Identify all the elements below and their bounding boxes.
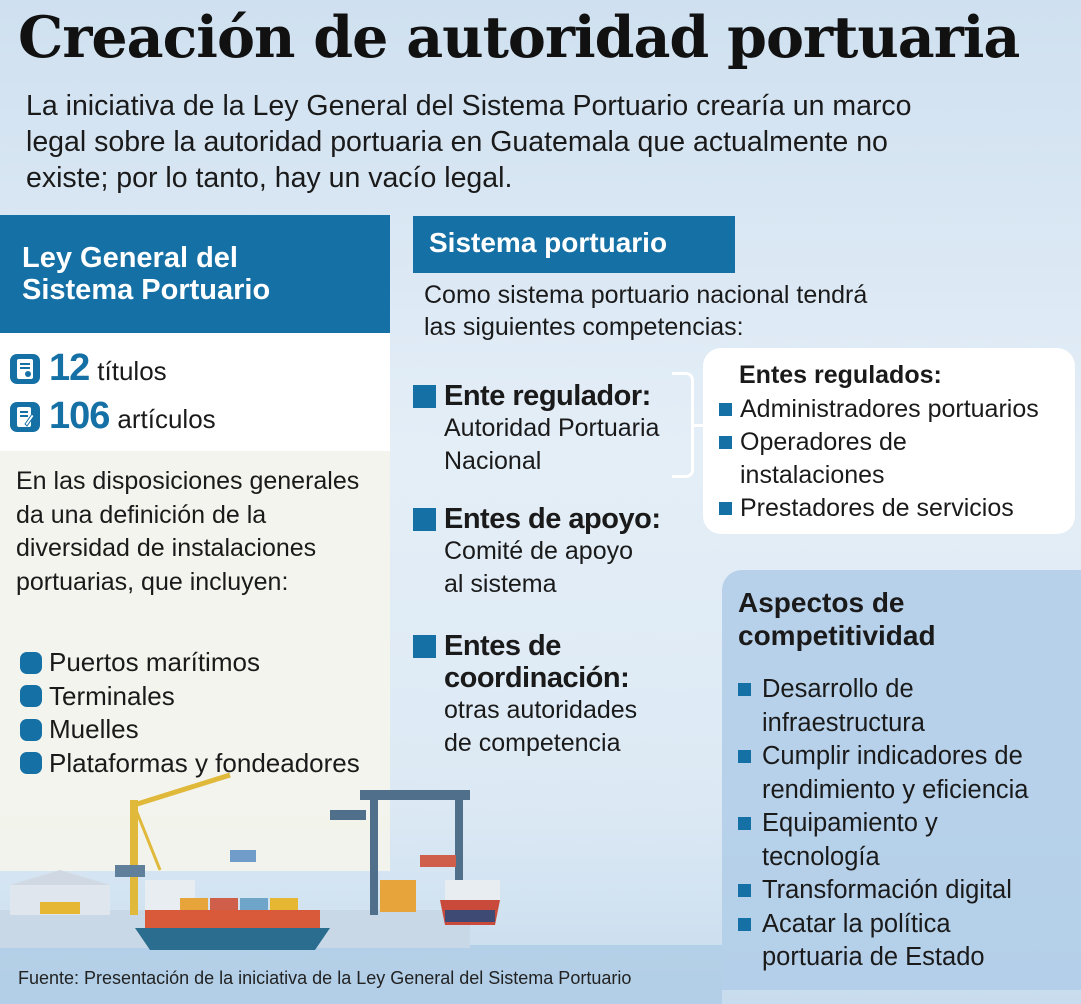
- ente-title-line2: coordinación:: [444, 662, 630, 694]
- list-item: Acatar la política portuaria de Estado: [738, 908, 1067, 975]
- list-item: Cumplir indicadores de rendimiento y eficiencia: [738, 740, 1067, 807]
- bullet-icon: [738, 918, 751, 931]
- intro-text: La iniciativa de la Ley General del Sistema Portuario crearía un marco legal sobre la autoridad portuaria en Guatemala que actualmente no existe; por lo tanto, hay un vacío legal.: [26, 90, 912, 194]
- stat-articulos: [10, 395, 216, 438]
- bullet-icon: [738, 884, 751, 897]
- ente-desc-line2: de competencia: [444, 729, 621, 757]
- list-item: Plataformas y fondeadores: [20, 747, 360, 781]
- competitividad-title: Aspectos de competitividad: [738, 587, 936, 651]
- stat-label: títulos: [97, 356, 167, 386]
- ley-heading: [0, 215, 390, 333]
- ente-title: Ente regulador:: [444, 380, 651, 412]
- ente-regulador: [413, 380, 659, 478]
- stat-titulos: [10, 347, 167, 390]
- regulados-title: Entes regulados:: [739, 361, 942, 389]
- ley-description: En las disposiciones generales da una definición de la diversidad de instalaciones portuarias, que incluyen:: [16, 467, 360, 596]
- regulados-list: [719, 393, 1039, 525]
- list-item: Operadores de instalaciones: [719, 426, 1039, 492]
- bullet-icon: [738, 750, 751, 763]
- bullet-icon: [20, 652, 42, 674]
- list-item: Terminales: [20, 680, 360, 714]
- entes-coordinacion: [413, 630, 637, 760]
- bullet-icon: [413, 635, 436, 658]
- ente-title-line1: Entes de: [444, 630, 561, 662]
- ente-desc-line1: Comité de apoyo: [444, 537, 634, 565]
- ente-desc-line2: Nacional: [444, 447, 542, 475]
- bullet-icon: [413, 508, 436, 531]
- bullet-icon: [738, 817, 751, 830]
- list-item: Puertos marítimos: [20, 646, 360, 680]
- brace-connector: [672, 372, 694, 478]
- ley-heading-line2: Sistema Portuario: [22, 274, 271, 306]
- ente-desc-line1: Autoridad Portuaria: [444, 414, 660, 442]
- list-item: Transformación digital: [738, 874, 1067, 908]
- bullet-icon: [413, 385, 436, 408]
- sistema-heading: Sistema portuario: [413, 216, 735, 273]
- page-title: Creación de autoridad portuaria: [18, 4, 1020, 71]
- ente-desc-line1: otras autoridades: [444, 696, 638, 724]
- bullet-icon: [719, 403, 732, 416]
- ley-heading-line1: Ley General del: [22, 242, 238, 274]
- stat-label: artículos: [117, 404, 216, 434]
- bullet-icon: [719, 502, 732, 515]
- list-item: Equipamiento y tecnología: [738, 807, 1067, 874]
- entes-apoyo: [413, 503, 661, 601]
- document-edit-icon: [10, 402, 40, 432]
- stat-number: 12: [49, 347, 90, 389]
- list-item: Administradores portuarios: [719, 393, 1039, 426]
- bullet-icon: [719, 436, 732, 449]
- list-item: Muelles: [20, 713, 360, 747]
- stat-number: 106: [49, 395, 110, 437]
- installations-list: [20, 646, 360, 780]
- ley-stats: [0, 333, 390, 451]
- bullet-icon: [738, 683, 751, 696]
- ente-desc-line2: al sistema: [444, 570, 557, 598]
- competitividad-list: [738, 673, 1067, 975]
- sistema-intro: Como sistema portuario nacional tendrá las siguientes competencias:: [424, 281, 868, 341]
- list-item: Desarrollo de infraestructura: [738, 673, 1067, 740]
- list-item: Prestadores de servicios: [719, 492, 1039, 525]
- bullet-icon: [20, 685, 42, 707]
- certificate-icon: [10, 354, 40, 384]
- bullet-icon: [20, 719, 42, 741]
- source-note: Fuente: Presentación de la iniciativa de la Ley General del Sistema Portuario: [18, 968, 632, 988]
- ente-title: Entes de apoyo:: [444, 503, 661, 535]
